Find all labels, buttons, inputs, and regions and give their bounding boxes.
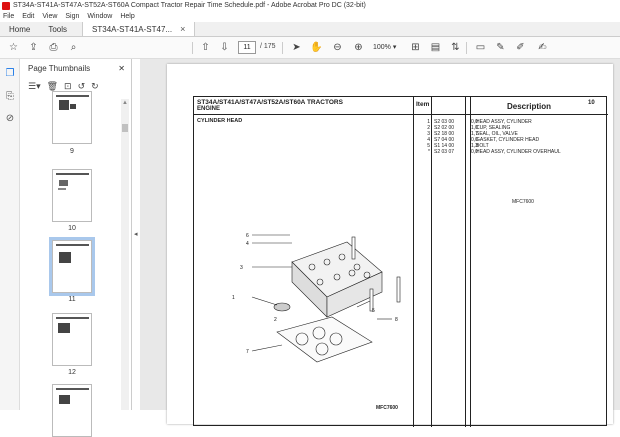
thumbnail-label: 9 bbox=[70, 148, 74, 155]
part-item: * bbox=[428, 149, 430, 155]
cylinder-head-drawing bbox=[232, 227, 402, 387]
codes-column bbox=[434, 119, 462, 155]
tab-tools[interactable]: Tools bbox=[48, 24, 68, 34]
sign-icon[interactable]: ✍ bbox=[538, 42, 547, 53]
prev-page-icon[interactable]: ⇧ bbox=[201, 42, 210, 53]
next-page-icon[interactable]: ⇩ bbox=[220, 42, 229, 53]
undo-icon[interactable]: ↺ bbox=[77, 81, 86, 91]
star-icon[interactable]: ☆ bbox=[9, 42, 18, 53]
toolbar-divider bbox=[192, 42, 193, 54]
title-bar bbox=[0, 0, 620, 11]
bolt bbox=[397, 277, 400, 302]
part-code: S2 03 07 bbox=[434, 149, 455, 155]
gasket bbox=[277, 317, 372, 362]
callout-4: 4 bbox=[246, 241, 249, 247]
part-qty: 0,0 bbox=[471, 137, 478, 143]
parts-table bbox=[193, 96, 607, 426]
close-icon[interactable]: × bbox=[180, 24, 186, 34]
fit-page-icon[interactable]: ⊞ bbox=[411, 42, 420, 53]
col-description: Description bbox=[507, 102, 552, 111]
menu-window[interactable]: Window bbox=[87, 13, 113, 20]
table-header bbox=[194, 97, 608, 115]
doc-header-sub: ENGINE bbox=[197, 106, 221, 112]
redo-icon[interactable]: ↻ bbox=[91, 81, 99, 91]
doc-header-title: ST34A/ST41A/ST47A/ST52A/ST60A TRACTORS bbox=[197, 99, 343, 106]
document-viewer[interactable] bbox=[140, 59, 620, 410]
zoom-select[interactable]: 100% ▾ bbox=[373, 44, 397, 51]
panel-title: Page Thumbnails bbox=[28, 64, 91, 73]
comment-icon[interactable]: ▭ bbox=[475, 42, 486, 53]
part-name: SEAL, OIL, VALVE bbox=[476, 131, 518, 137]
part-code: S2 18 00 bbox=[434, 131, 455, 137]
doc-page-number: 10 bbox=[588, 100, 595, 106]
part-name: HEAD ASSY, CYLINDER bbox=[476, 119, 532, 125]
left-rail bbox=[0, 59, 20, 410]
close-panel-icon[interactable]: ✕ bbox=[118, 64, 125, 73]
callout-5: 5 bbox=[372, 308, 375, 314]
delete-icon[interactable]: 🗑 bbox=[46, 81, 59, 91]
callout-8: 8 bbox=[395, 317, 398, 323]
scroll-thumb[interactable] bbox=[122, 124, 128, 132]
illustration-ref: MFC7600 bbox=[512, 199, 534, 205]
column-divider bbox=[465, 97, 466, 427]
thumbnail-page-11[interactable] bbox=[52, 240, 92, 293]
thumbnail-label: 12 bbox=[68, 369, 76, 376]
zoom-level: 100% bbox=[373, 44, 391, 51]
panel-header bbox=[20, 59, 131, 78]
part-qty: 0,0 bbox=[471, 149, 478, 155]
part-qty: 1,7 bbox=[471, 131, 478, 137]
attachment-icon[interactable]: ⊘ bbox=[5, 112, 15, 124]
menu-file[interactable]: File bbox=[3, 13, 15, 20]
select-cursor-icon[interactable]: ➤ bbox=[292, 42, 301, 53]
callout-2: 2 bbox=[274, 317, 277, 323]
callout-6: 6 bbox=[246, 233, 249, 239]
print-icon[interactable]: ⎙ bbox=[49, 42, 58, 53]
part-item: 5 bbox=[427, 143, 430, 149]
upload-icon[interactable]: ⇪ bbox=[29, 42, 38, 53]
pdf-page bbox=[167, 64, 613, 424]
part-qty: 1,0 bbox=[471, 125, 478, 131]
thumbnail-label: 10 bbox=[68, 225, 76, 232]
part-code: S1 14 00 bbox=[434, 143, 455, 149]
col-item: Item bbox=[416, 101, 430, 108]
toolbar-divider bbox=[282, 42, 283, 54]
options-icon[interactable]: ☰▾ bbox=[28, 81, 41, 91]
toolbar-divider bbox=[466, 42, 467, 54]
part-code: S7 04 00 bbox=[434, 137, 455, 143]
part-name: GASKET, CYLINDER HEAD bbox=[476, 137, 540, 143]
page-thumbnails-icon[interactable]: ❐ bbox=[5, 67, 15, 79]
rotate-icon[interactable]: ▤ bbox=[430, 42, 441, 53]
tab-home[interactable]: Home bbox=[9, 24, 31, 34]
thumbnail-list bbox=[20, 99, 120, 410]
zoom-in-icon[interactable]: ⊕ bbox=[354, 42, 363, 53]
names-column bbox=[476, 119, 596, 155]
window-title: ST34A-ST41A-ST47A-ST52A-ST60A Compact Tractor Repair Time Schedule.pdf - Adobe Acrobat Pro DC (32-bit) bbox=[13, 2, 366, 9]
leader-line bbox=[252, 345, 282, 351]
leader-line bbox=[252, 297, 277, 305]
bolt bbox=[352, 237, 355, 259]
menu-sign[interactable]: Sign bbox=[65, 13, 80, 20]
thumbnail-scrollbar[interactable] bbox=[121, 99, 129, 410]
part-item: 3 bbox=[427, 131, 430, 137]
menu-bar bbox=[0, 11, 620, 22]
sealing-cup bbox=[274, 303, 290, 311]
pen-icon[interactable]: ✎ bbox=[496, 42, 505, 53]
callout-7: 7 bbox=[246, 349, 249, 355]
thumbnail-page-9[interactable] bbox=[52, 91, 92, 144]
highlight-icon[interactable]: ✐ bbox=[516, 42, 525, 53]
bookmark-icon[interactable]: ⎘ bbox=[6, 90, 14, 102]
part-code: S2 02 00 bbox=[434, 125, 455, 131]
part-name: CUP, SEALING bbox=[476, 125, 511, 131]
part-name: HEAD ASSY, CYLINDER OVERHAUL bbox=[476, 149, 561, 155]
tab-document-label: ST34A-ST41A-ST47... bbox=[92, 24, 173, 34]
items-column bbox=[422, 119, 430, 155]
menu-edit[interactable]: Edit bbox=[22, 13, 35, 20]
toolbar bbox=[0, 37, 620, 59]
search-icon[interactable]: ⌕ bbox=[70, 42, 77, 53]
thumbnail-page-13[interactable] bbox=[52, 384, 92, 437]
thumbnail-label: 11 bbox=[68, 296, 76, 303]
collapse-panel-icon[interactable]: ◂ bbox=[134, 231, 138, 238]
menu-view[interactable]: View bbox=[42, 13, 58, 20]
thumbnail-page-10[interactable] bbox=[52, 169, 92, 222]
scroll-mode-icon[interactable]: ⇅ bbox=[451, 42, 460, 53]
part-qty: 1,3 bbox=[471, 143, 478, 149]
scroll-up-icon[interactable]: ▲ bbox=[122, 100, 128, 106]
column-divider bbox=[431, 97, 432, 427]
diagram-ref: MFC7600 bbox=[376, 405, 398, 411]
zoom-out-icon[interactable]: ⊖ bbox=[333, 42, 342, 53]
part-item: 1 bbox=[427, 119, 430, 125]
part-qty: 0,0 bbox=[471, 119, 478, 125]
part-code: S2 03 00 bbox=[434, 119, 455, 125]
thumbnails-panel bbox=[20, 59, 132, 410]
tab-document[interactable] bbox=[82, 22, 195, 36]
insert-icon[interactable]: ⊡ bbox=[64, 81, 72, 91]
callout-1: 1 bbox=[232, 295, 235, 301]
thumbnail-page-12[interactable] bbox=[52, 313, 92, 366]
part-item: 2 bbox=[427, 125, 430, 131]
section-title: CYLINDER HEAD bbox=[197, 118, 243, 124]
part-name: BOLT bbox=[476, 143, 489, 149]
callout-3: 3 bbox=[240, 265, 243, 271]
menu-help[interactable]: Help bbox=[120, 13, 135, 20]
column-divider bbox=[413, 97, 414, 427]
tab-bar bbox=[0, 22, 620, 37]
part-item: 4 bbox=[427, 137, 430, 143]
page-number-input[interactable]: 11 bbox=[238, 41, 256, 54]
page-total: / 175 bbox=[260, 43, 276, 50]
hand-tool-icon[interactable]: ✋ bbox=[310, 42, 323, 53]
acrobat-icon bbox=[2, 2, 10, 10]
